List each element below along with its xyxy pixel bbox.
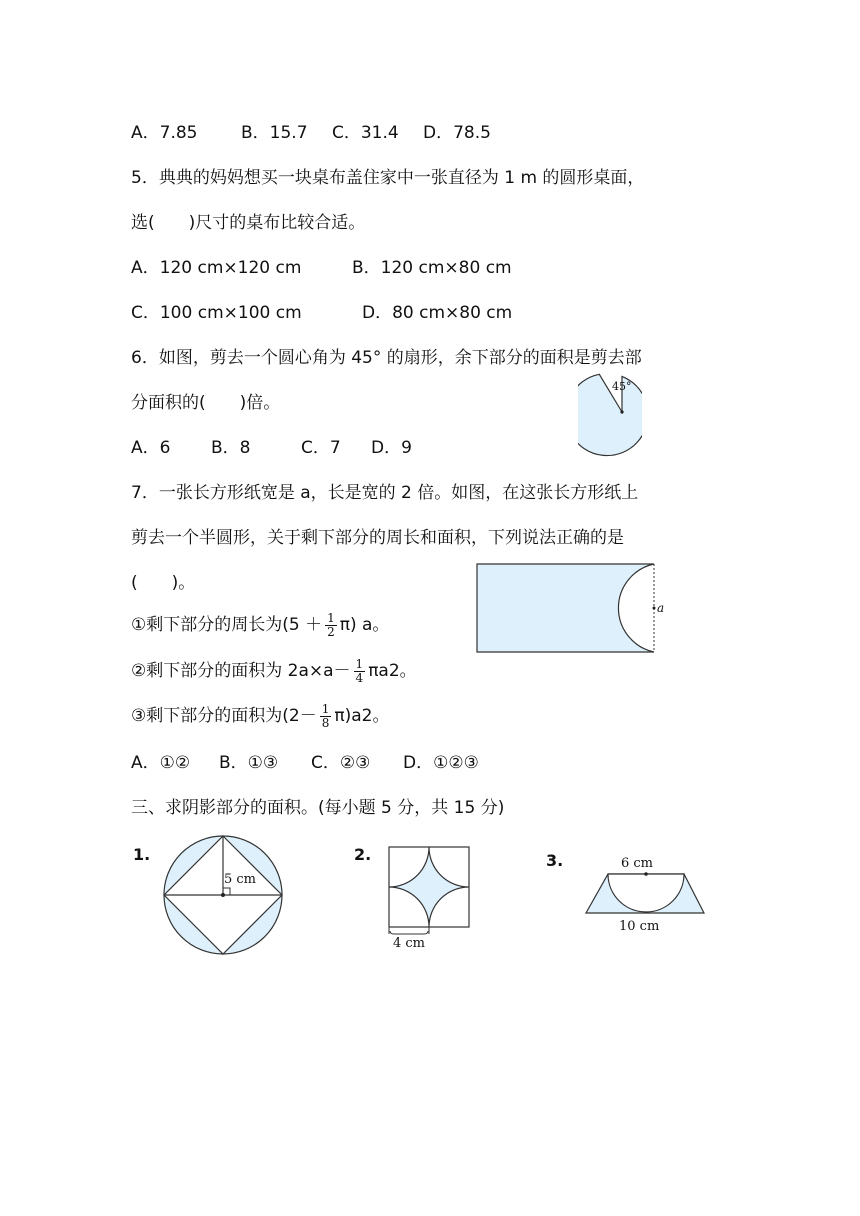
- circle-center-dot: [620, 410, 623, 413]
- fig3-number: 3.: [546, 851, 564, 870]
- top-center-dot: [644, 872, 648, 876]
- q7-statement-2: [131, 656, 417, 685]
- q7-s2-denominator: 4: [355, 670, 364, 685]
- dimension-brace: [390, 931, 428, 934]
- q7-stem-line1: 7．一张长方形纸宽是 a，长是宽的 2 倍。如图，在这张长方形纸上: [131, 483, 639, 503]
- q7-s3-numerator: 1: [321, 701, 330, 716]
- q5-option-b: B．120 cm×80 cm: [352, 258, 512, 278]
- q5-stem-line2: 选( )尺寸的桌布比较合适。: [131, 213, 366, 233]
- remaining-rectangle-shape: [477, 564, 654, 652]
- q7-s3-text-pre: ③剩下部分的面积为(2－: [131, 706, 317, 726]
- fig2-square-arcs: [384, 844, 472, 954]
- q6-stem-line1: 6．如图，剪去一个圆心角为 45° 的扇形，余下部分的面积是剪去部: [131, 348, 642, 368]
- fig1-number: 1.: [133, 845, 151, 864]
- q5-stem-line1: 5．典典的妈妈想买一块桌布盖住家中一张直径为 1 m 的圆形桌面，: [131, 168, 645, 188]
- q7-s1-numerator: 1: [327, 610, 335, 625]
- q6-option-a: A．6: [131, 438, 171, 458]
- q7-option-a: A．①②: [131, 753, 191, 773]
- q7-statement-3: [131, 701, 389, 730]
- q7-option-d: D．①②③: [403, 753, 479, 773]
- q5-option-d: D．80 cm×80 cm: [362, 303, 513, 323]
- q7-s3-denominator: 8: [321, 715, 330, 730]
- q7-s1-fraction: [325, 612, 337, 639]
- q5-option-c: C．100 cm×100 cm: [131, 303, 302, 323]
- q7-s1-text-pre: ①剩下部分的周长为(5 ＋: [131, 615, 323, 635]
- fig3-top-label: 6 cm: [621, 856, 654, 871]
- fig1-radius-label: 5 cm: [224, 872, 257, 887]
- q7-option-b: B．①③: [219, 753, 279, 773]
- fig2-side-label: 4 cm: [393, 936, 426, 951]
- section3-title: 三、求阴影部分的面积。(每小题 5 分，共 15 分): [131, 798, 505, 818]
- q6-option-b: B．8: [211, 438, 251, 458]
- q7-stem-line3: ( )。: [131, 573, 196, 593]
- q6-option-c: C．7: [301, 438, 341, 458]
- q7-s2-fraction: [354, 658, 366, 685]
- q6-stem-line2: 分面积的( )倍。: [131, 393, 281, 413]
- q7-s1-denominator: 2: [327, 624, 335, 639]
- q7-s3-text-post: π)a2。: [334, 706, 390, 726]
- midpoint-dot: [653, 607, 656, 610]
- q7-stem-line2: 剪去一个半圆形，关于剩下部分的周长和面积，下列说法正确的是: [131, 528, 624, 548]
- q4-option-c: C．31.4: [332, 123, 399, 143]
- q6-sector-figure: [578, 366, 642, 458]
- q7-s2-text-pre: ②剩下部分的面积为 2a×a－: [131, 661, 351, 681]
- center-dot: [221, 893, 225, 897]
- q6-option-d: D．9: [371, 438, 412, 458]
- remaining-circle-shape: [578, 374, 642, 455]
- q7-width-label: a: [657, 601, 665, 615]
- q5-option-a: A．120 cm×120 cm: [131, 258, 302, 278]
- fig2-number: 2.: [354, 845, 372, 864]
- q4-option-b: B．15.7: [241, 123, 308, 143]
- q7-s1-text-post: π) a。: [339, 615, 390, 635]
- q4-option-a: A．7.85: [131, 123, 198, 143]
- q7-s2-numerator: 1: [355, 656, 364, 671]
- q7-s2-text-post: πa2。: [368, 661, 417, 681]
- q7-s3-fraction: [320, 703, 332, 730]
- fig3-bottom-label: 10 cm: [619, 919, 660, 934]
- q7-option-c: C．②③: [311, 753, 371, 773]
- q6-angle-label: 45°: [612, 380, 632, 393]
- fig1-circle-square: [160, 834, 288, 960]
- q7-rectangle-figure: [476, 562, 672, 656]
- q4-option-d: D．78.5: [423, 123, 491, 143]
- q7-statement-1: [131, 610, 389, 639]
- fig3-trapezoid: [584, 850, 708, 936]
